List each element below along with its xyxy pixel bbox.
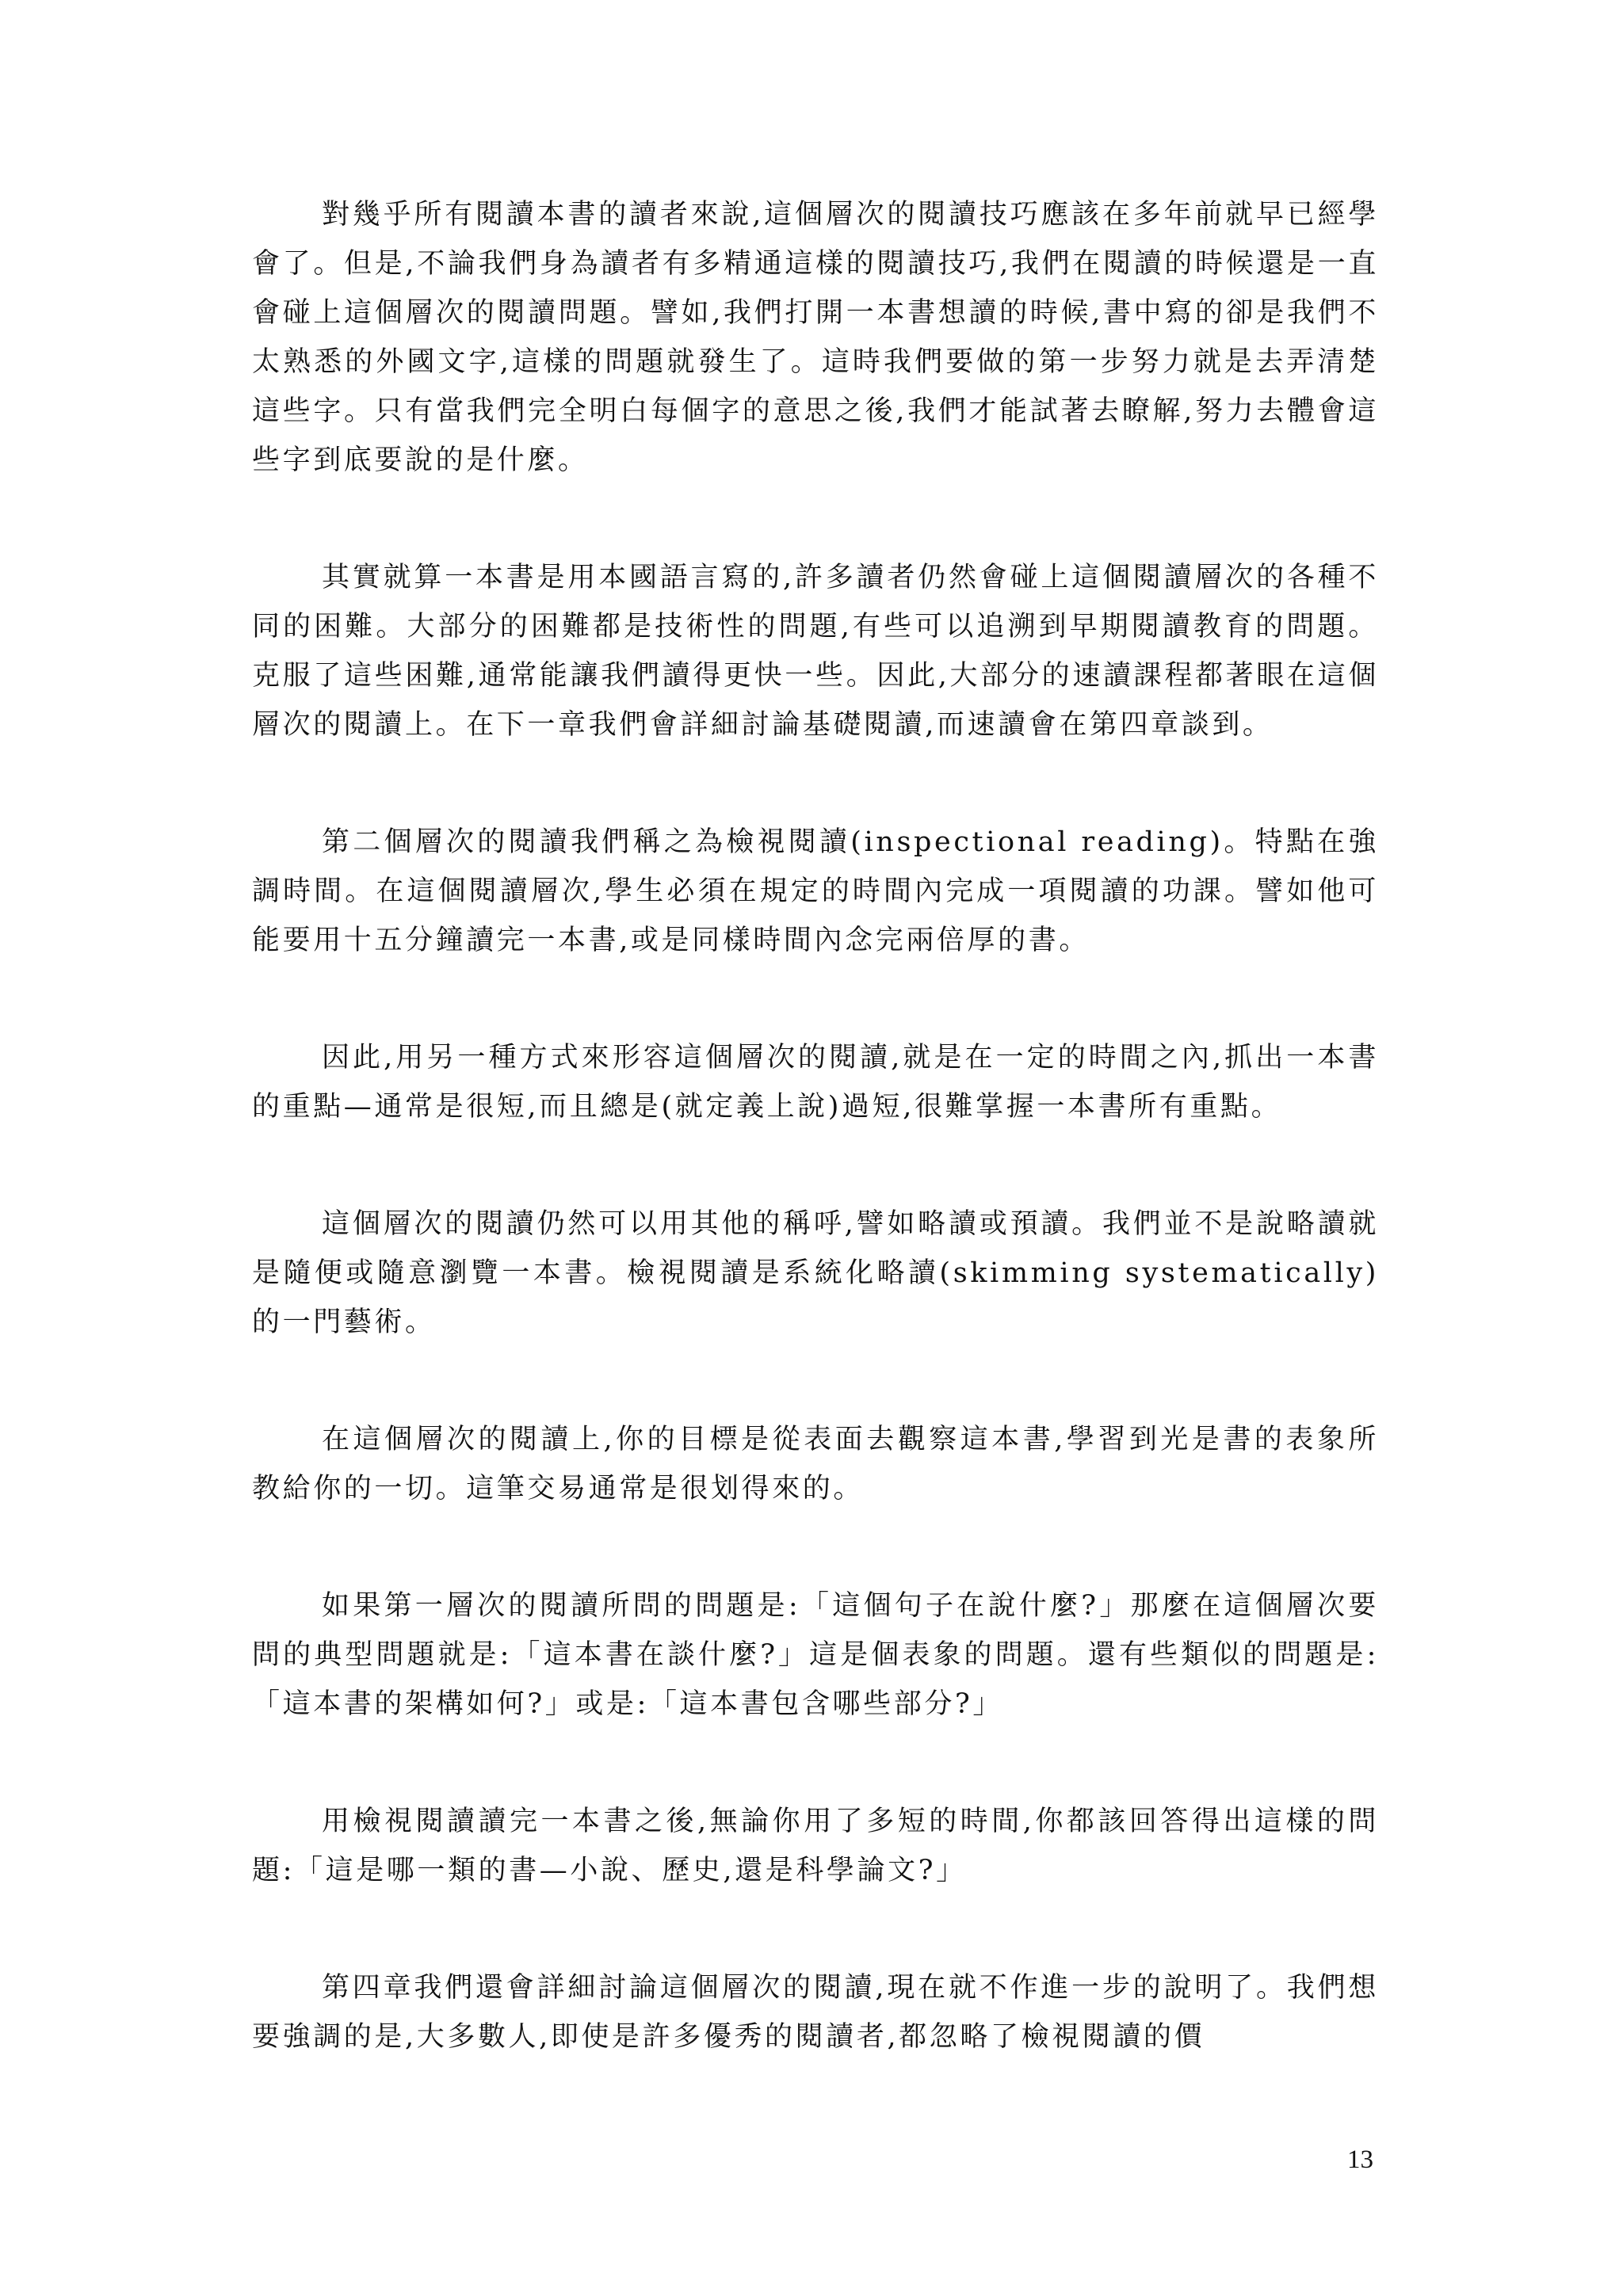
paragraph-6: 在這個層次的閱讀上,你的目標是從表面去觀察這本書,學習到光是書的表象所教給你的一切。這筆交易通常是很划得來的。 bbox=[252, 1424, 1379, 1505]
paragraph-7: 如果第一層次的閱讀所問的問題是:「這個句子在說什麼?」那麼在這個層次要問的典型問題就是:「這本書在談什麼?」這是個表象的問題。還有些類似的問題是:「這本書的架構如何?」或是:「這本書包含哪些部分?」 bbox=[252, 1590, 1379, 1720]
paragraph-9: 第四章我們還會詳細討論這個層次的閱讀,現在就不作進一步的說明了。我們想要強調的是,大多數人,即使是許多優秀的閱讀者,都忽略了檢視閱讀的價 bbox=[252, 1972, 1379, 2053]
paragraph-5: 這個層次的閱讀仍然可以用其他的稱呼,譬如略讀或預讀。我們並不是說略讀就是隨便或隨意瀏覽一本書。檢視閱讀是系統化略讀(skimming systematically)的一門藝術。 bbox=[252, 1208, 1379, 1338]
paragraph-1: 對幾乎所有閱讀本書的讀者來說,這個層次的閱讀技巧應該在多年前就早已經學會了。但是,不論我們身為讀者有多精通這樣的閱讀技巧,我們在閱讀的時候還是一直會碰上這個層次的閱讀問題。譬如,我們打開一本書想讀的時候,書中寫的卻是我們不太熟悉的外國文字,這樣的問題就發生了。這時我們要做的第一步努力就是去弄清楚這些字。只有當我們完全明白每個字的意思之後,我們才能試著去瞭解,努力去體會這些字到底要說的是什麼。 bbox=[252, 199, 1379, 476]
page-number: 13 bbox=[1347, 2145, 1373, 2174]
paragraph-2: 其實就算一本書是用本國語言寫的,許多讀者仍然會碰上這個閱讀層次的各種不同的困難。大部分的困難都是技術性的問題,有些可以追溯到早期閱讀教育的問題。克服了這些困難,通常能讓我們讀得更快一些。因此,大部分的速讀課程都著眼在這個層次的閱讀上。在下一章我們會詳細討論基礎閱讀,而速讀會在第四章談到。 bbox=[252, 562, 1379, 741]
paragraph-3: 第二個層次的閱讀我們稱之為檢視閱讀(inspectional reading)。特點在強調時間。在這個閱讀層次,學生必須在規定的時間內完成一項閱讀的功課。譬如他可能要用十五分鐘讀完一本書,或是同樣時間內念完兩倍厚的書。 bbox=[252, 826, 1379, 956]
paragraph-8: 用檢視閱讀讀完一本書之後,無論你用了多短的時間,你都該回答得出這樣的問題:「這是哪一類的書—小說、歷史,還是科學論文?」 bbox=[252, 1806, 1379, 1886]
paragraph-4: 因此,用另一種方式來形容這個層次的閱讀,就是在一定的時間之內,抓出一本書的重點—通常是很短,而且總是(就定義上說)過短,很難掌握一本書所有重點。 bbox=[252, 1042, 1379, 1123]
body-text bbox=[252, 190, 1379, 2130]
